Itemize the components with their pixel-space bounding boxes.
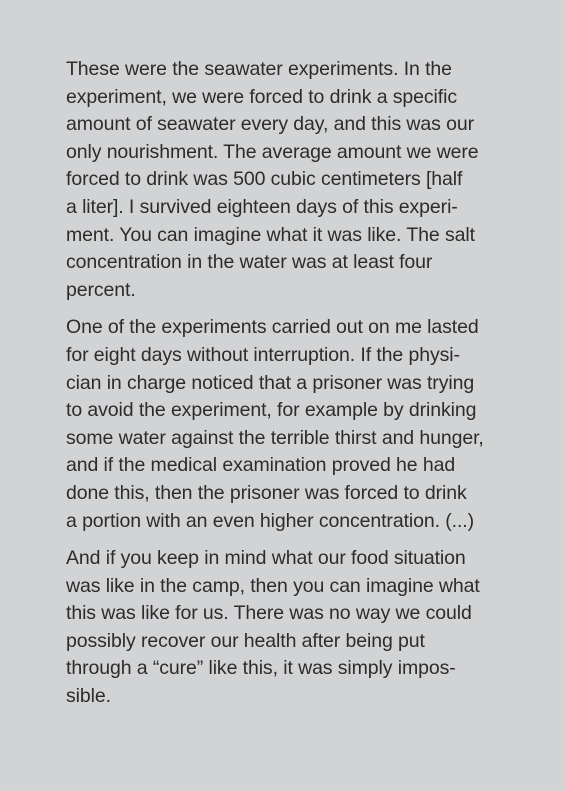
text-line: cian in charge noticed that a prisoner was trying	[66, 371, 475, 394]
text-line: forced to drink was 500 cubic centimeters [half	[66, 168, 463, 191]
paragraph-3	[66, 545, 526, 711]
text-line: a liter]. I survived eighteen days of this experi-	[66, 195, 458, 218]
text-line: And if you keep in mind what our food situation	[66, 547, 466, 570]
text-line: These were the seawater experiments. In the	[66, 58, 452, 80]
paragraph-2	[66, 314, 526, 535]
text-line: amount of seawater every day, and this was our	[66, 113, 475, 136]
text-line: concentration in the water was at least four	[66, 251, 433, 274]
text-line: done this, then the prisoner was forced to drink	[66, 481, 467, 504]
text-line: ment. You can imagine what it was like. The salt	[66, 223, 475, 246]
document-page	[66, 56, 526, 721]
text-line: One of the experiments carried out on me lasted	[66, 316, 479, 339]
text-line: through a “cure” like this, it was simply impos-	[66, 657, 456, 680]
text-line: a portion with an even higher concentration. (...)	[66, 509, 474, 532]
text-line: some water against the terrible thirst and hunger,	[66, 426, 484, 449]
paragraph-1	[66, 56, 526, 304]
text-line: and if the medical examination proved he had	[66, 454, 456, 477]
text-line: only nourishment. The average amount we were	[66, 140, 479, 163]
text-line: possibly recover our health after being put	[66, 629, 425, 652]
text-line: was like in the camp, then you can imagine what	[66, 574, 480, 597]
text-line: this was like for us. There was no way we could	[66, 602, 472, 625]
text-line: percent.	[66, 278, 136, 301]
text-line: to avoid the experiment, for example by drinking	[66, 399, 477, 422]
text-line: sible.	[66, 685, 111, 708]
text-line: for eight days without interruption. If the physi-	[66, 343, 460, 366]
text-line: experiment, we were forced to drink a specific	[66, 85, 457, 108]
